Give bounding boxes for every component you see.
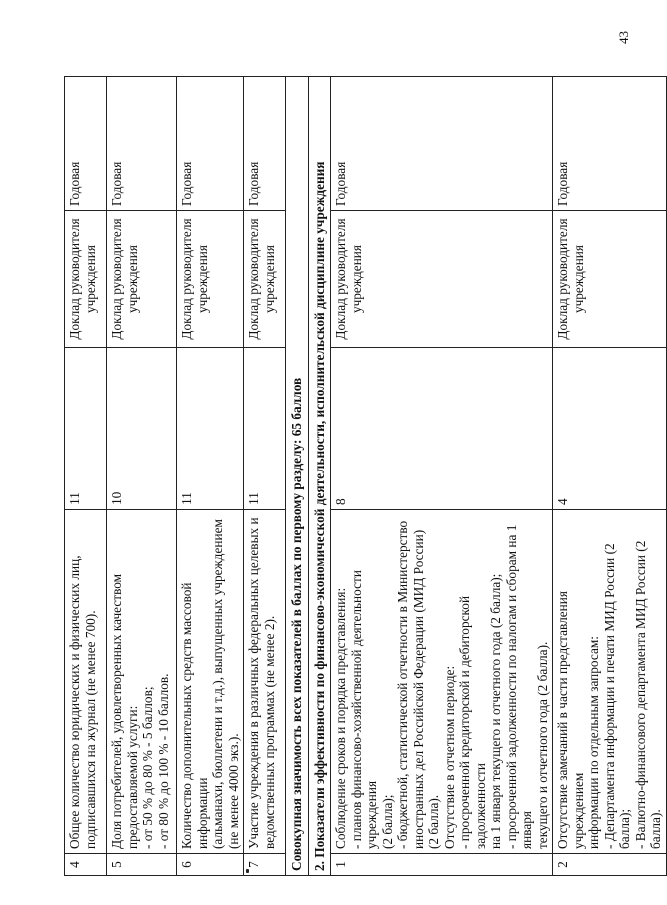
table-row (244, 77, 286, 876)
indicator-line: Отсутствие замечаний в части представления учреждением (555, 590, 586, 849)
indicator-line: - бюджетной, статистической отчетности в Министерство (395, 520, 410, 849)
row-number: 2 (553, 854, 667, 876)
indicator-line: Участие учреждения в различных федеральных целевых и (246, 517, 261, 849)
summary-row (286, 77, 309, 876)
indicators-table (64, 76, 667, 876)
periodicity: Годовая (107, 77, 177, 211)
periodicity: Годовая (177, 77, 244, 211)
indicator-line: (2 балла); (379, 794, 395, 849)
indicator-text (177, 510, 244, 854)
indicator-line: - от 50 % до 80 % - 5 баллов; (140, 686, 155, 849)
indicator-line: Общее количество юридических и физических лиц, (67, 555, 82, 849)
indicator-line: (не менее 4000 экз.). (225, 733, 241, 849)
row-number: 7 (244, 854, 286, 876)
indicator-line: - просроченной задолженности по налогам и сборам на 1 января (503, 524, 534, 849)
report-form: Доклад руководителя учреждения (244, 211, 286, 348)
indicator-line: Количество дополнительных средств массовой информации (179, 582, 210, 849)
table-row (177, 77, 244, 876)
periodicity: Годовая (65, 77, 107, 211)
table-row (65, 77, 107, 876)
table-row (107, 77, 177, 876)
report-form: Доклад руководителя учреждения (553, 211, 667, 348)
indicator-line: (2 балла). (426, 794, 441, 849)
report-form: Доклад руководителя учреждения (65, 211, 107, 348)
row-number: 4 (65, 854, 107, 876)
indicator-line: Доля потребителей, удовлетворенных качеством (109, 573, 124, 849)
points-value: 4 (553, 348, 667, 510)
report-form: Доклад руководителя учреждения (107, 211, 177, 348)
indicator-line: подписавшихся на журнал (не менее 700). (82, 610, 98, 849)
indicator-text (244, 510, 286, 854)
indicator-text (553, 510, 667, 854)
section-title: 2. Показатели эффективности по финансово-экономической деятельности, исполнительской дисциплине учреждения (308, 77, 331, 876)
points-value: 11 (244, 348, 286, 510)
periodicity: Годовая (244, 77, 286, 211)
indicator-line: ведомственных программах (не менее 2). (261, 615, 277, 849)
points-value: 10 (107, 348, 177, 510)
row-number: 1 (331, 854, 553, 876)
indicator-line: - просроченной кредиторской и дебиторской задолженности (457, 595, 488, 849)
table-row (331, 77, 553, 876)
indicator-line: - Валютно-финансового департамента МИД России (2 балла). (632, 540, 663, 849)
page-number: 43 (616, 31, 631, 44)
periodicity: Годовая (553, 77, 667, 211)
indicator-text (331, 510, 553, 854)
indicator-line: иностранных дел Российской Федерации (МИД России) (410, 529, 426, 849)
row-number: 5 (107, 854, 177, 876)
indicator-text (107, 510, 177, 854)
indicator-line: текущего и отчетного года (2 балла). (534, 641, 550, 849)
indicator-line: - Департамента информации и печати МИД России (2 балла); (601, 543, 632, 849)
periodicity: Годовая (331, 77, 553, 211)
table-row (553, 77, 667, 876)
row-number: 6 (177, 854, 244, 876)
indicator-line: предоставляемой услуги: (124, 705, 140, 849)
summary-text: Совокупная значимость всех показателей в баллах по первому разделу: 65 баллов (286, 77, 309, 876)
indicator-line: - от 80 % до 100 % - 10 баллов. (155, 673, 171, 849)
indicator-line: Отсутствие в отчетном периоде: (441, 665, 457, 849)
section-heading-row (308, 77, 331, 876)
report-form: Доклад руководителя учреждения (177, 211, 244, 348)
indicator-line: - планов финансово-хозяйственной деятельности учреждения (348, 570, 379, 849)
indicator-text (65, 510, 107, 854)
indicator-line: информации по отдельным запросам: (586, 636, 601, 849)
indicator-line: на 1 января текущего и отчетного года (2 балла); (488, 573, 503, 849)
indicator-line: Соблюдение сроков и порядка представления: (333, 587, 348, 849)
indicator-line: (альманахи, бюллетени и т.д.), выпущенных учреждением (210, 519, 225, 849)
points-value: 11 (177, 348, 244, 510)
points-value: 11 (65, 348, 107, 510)
report-form: Доклад руководителя учреждения (331, 211, 553, 348)
stray-ink-mark (246, 869, 249, 873)
points-value: 8 (331, 348, 553, 510)
